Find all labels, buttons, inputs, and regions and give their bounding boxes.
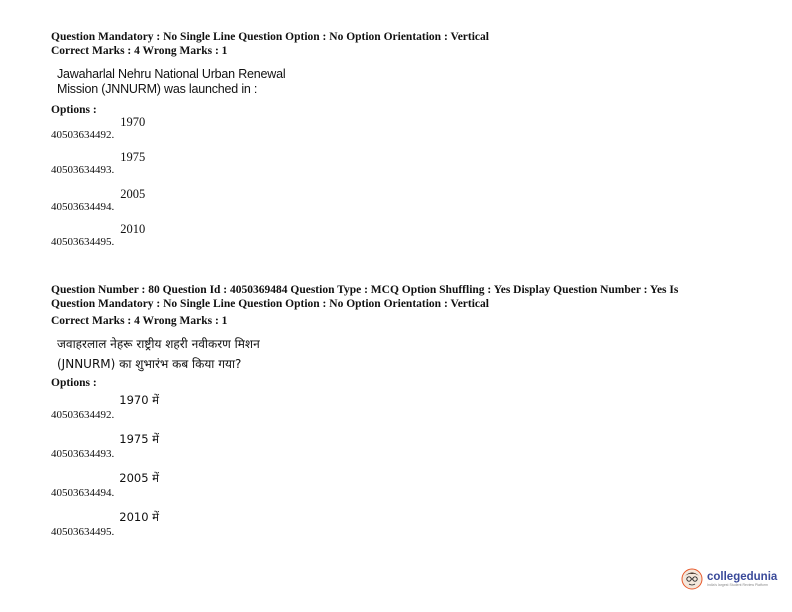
q2-options-label: Options : — [51, 377, 97, 389]
option-id: 40503634494. — [51, 201, 115, 213]
option-id: 40503634495. — [51, 236, 115, 248]
q1-option-4 — [51, 222, 146, 248]
option-value: 2005 — [120, 187, 146, 201]
option-value: 2010 — [120, 222, 146, 236]
q2-meta-line1: Question Number : 80 Question Id : 4050369484 Question Type : MCQ Option Shuffling : Yes Display Question Number : Yes Is — [51, 284, 679, 296]
q1-text-line2: Mission (JNNURM) was launched in : — [57, 82, 258, 96]
logo-tagline: India's largest Student Review Platform — [707, 582, 768, 587]
q1-meta-marks: Correct Marks : 4 Wrong Marks : 1 — [51, 45, 228, 57]
q2-option-1 — [51, 393, 160, 421]
q1-meta-line1: Question Mandatory : No Single Line Question Option : No Option Orientation : Vertical — [51, 31, 489, 43]
option-id: 40503634493. — [51, 448, 115, 460]
option-id: 40503634493. — [51, 164, 115, 176]
q1-option-1 — [51, 115, 146, 141]
option-value: 1975 में — [119, 432, 160, 446]
q2-text-line2: (JNNURM) का शुभारंभ कब किया गया? — [57, 357, 242, 371]
q1-option-2 — [51, 150, 146, 176]
option-id: 40503634492. — [51, 409, 115, 421]
collegedunia-logo — [681, 568, 777, 590]
q1-text-line1: Jawaharlal Nehru National Urban Renewal — [57, 67, 286, 81]
option-value: 1970 में — [119, 393, 160, 407]
option-value: 1975 — [120, 150, 146, 164]
q2-option-4 — [51, 510, 160, 538]
q2-option-3 — [51, 471, 160, 499]
q2-text-line1: जवाहरलाल नेहरू राष्ट्रीय शहरी नवीकरण मिशन — [57, 337, 260, 351]
q2-meta-line2: Question Mandatory : No Single Line Question Option : No Option Orientation : Vertical — [51, 298, 489, 310]
q1-options-label: Options : — [51, 104, 97, 116]
q2-option-2 — [51, 432, 160, 460]
option-value: 2010 में — [119, 510, 160, 524]
option-value: 2005 में — [119, 471, 160, 485]
option-id: 40503634492. — [51, 129, 115, 141]
option-id: 40503634494. — [51, 487, 115, 499]
logo-name: collegedunia — [707, 570, 778, 583]
q2-meta-marks: Correct Marks : 4 Wrong Marks : 1 — [51, 315, 228, 327]
q1-option-3 — [51, 187, 146, 213]
option-value: 1970 — [120, 115, 146, 129]
option-id: 40503634495. — [51, 526, 115, 538]
mascot-icon — [681, 568, 703, 590]
